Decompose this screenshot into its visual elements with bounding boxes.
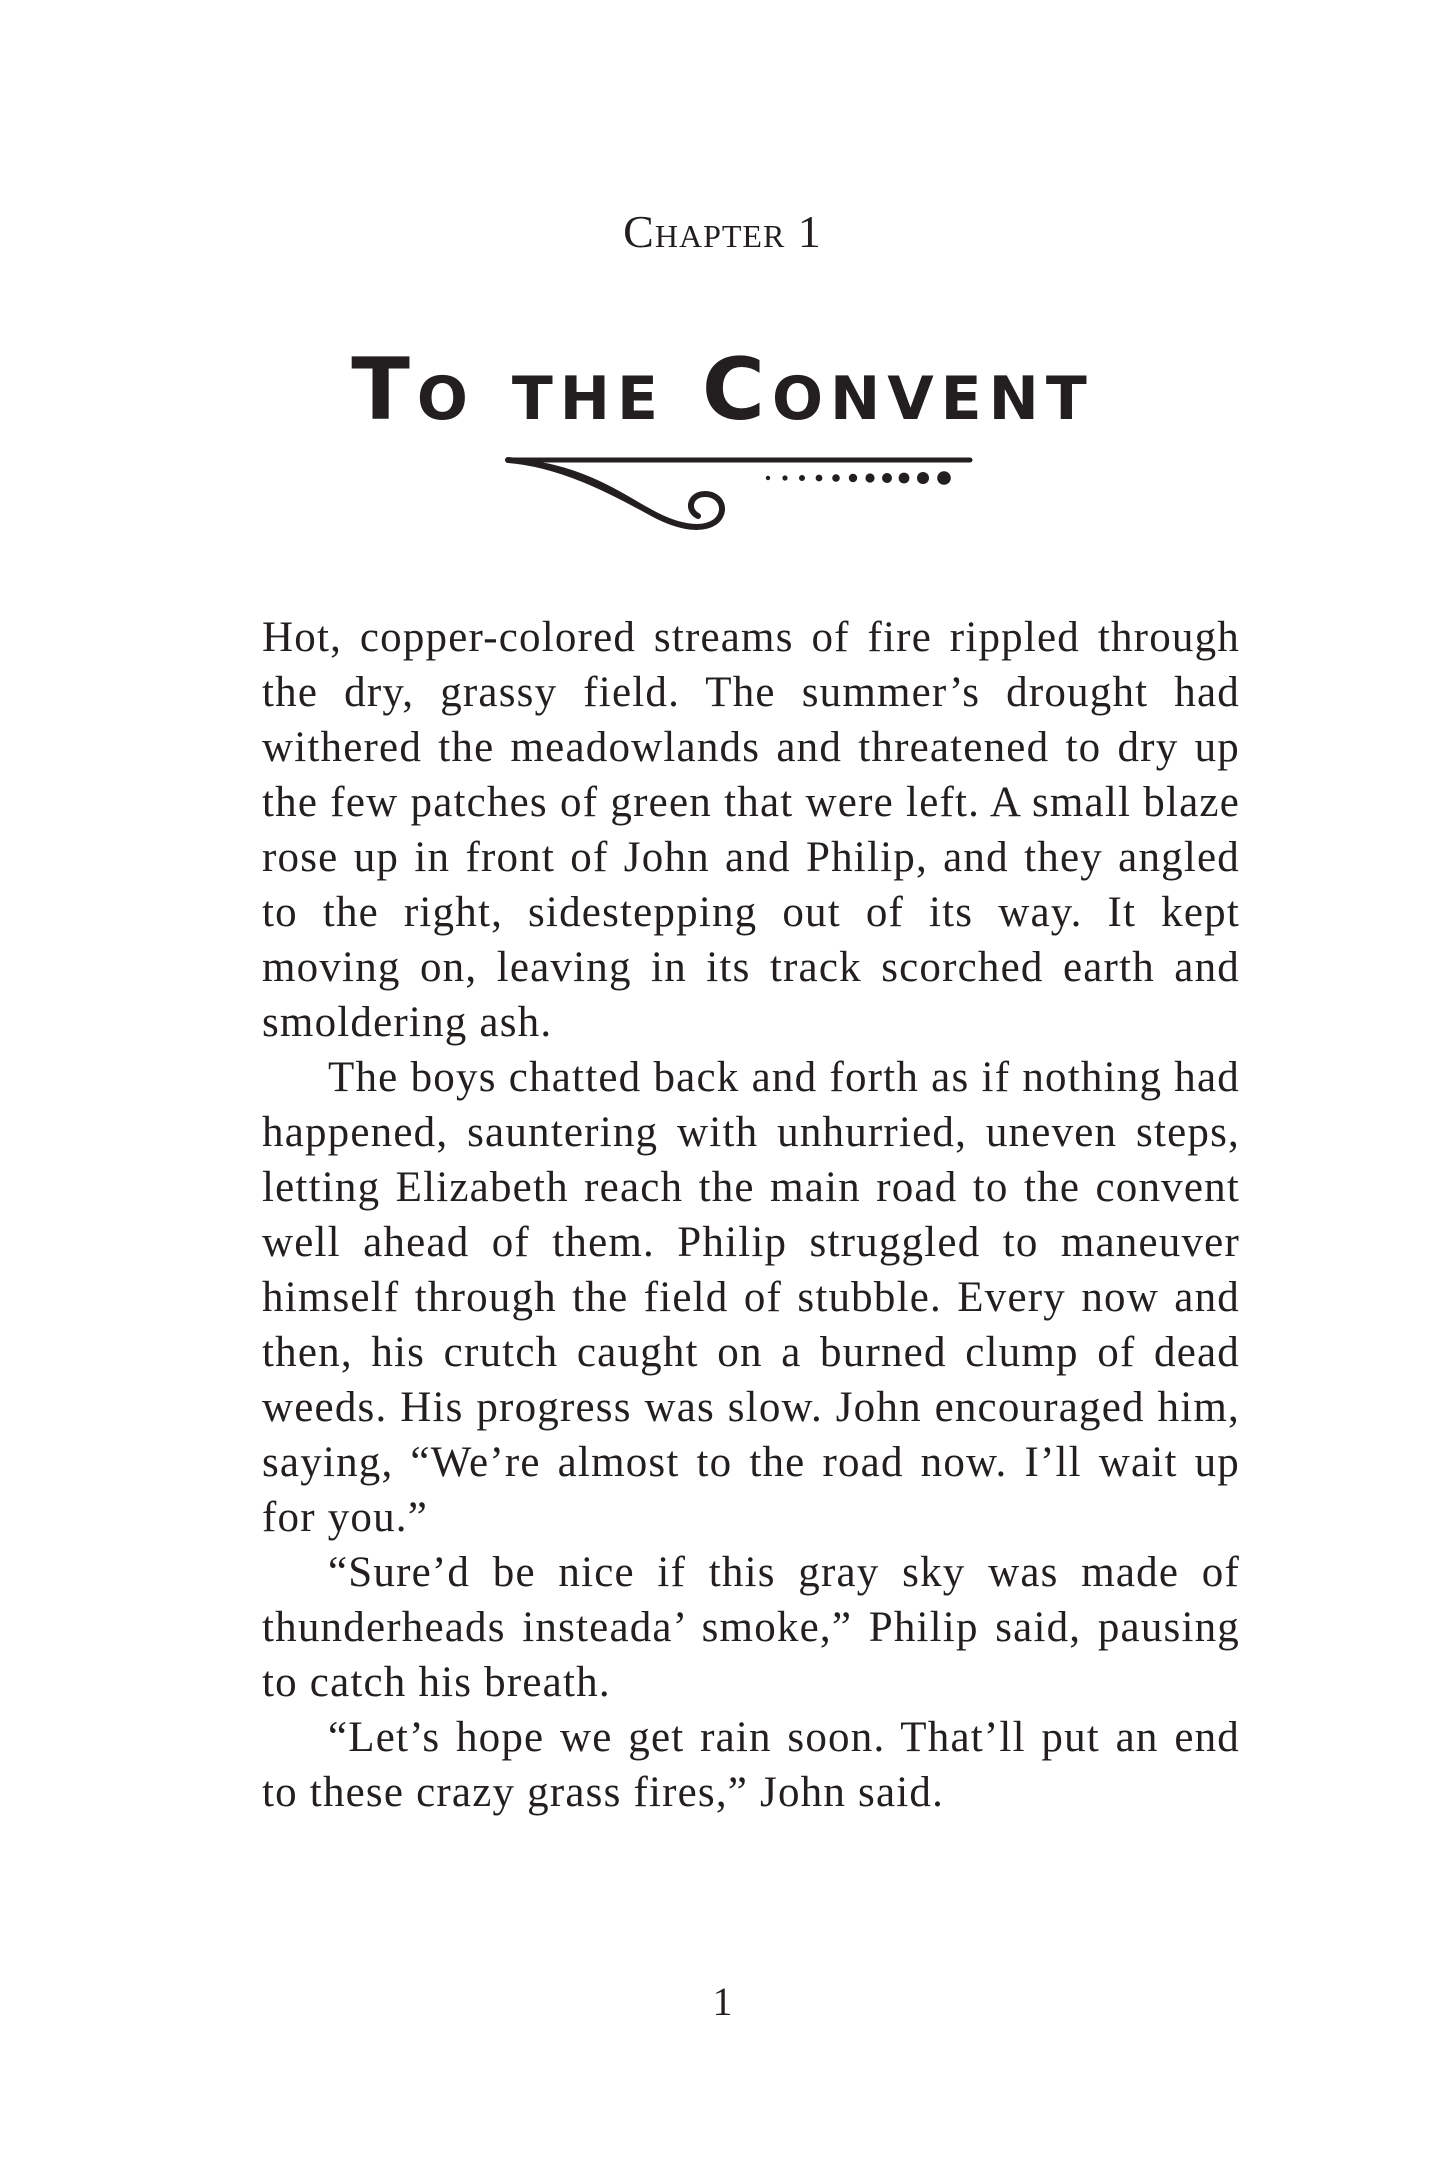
chapter-body-text [262, 610, 1240, 1820]
chapter-label: Chapter 1 [623, 206, 822, 257]
chapter-title: To the Convent [351, 340, 1094, 440]
paragraph: “Sure’d be nice if this gray sky was made of thunderheads insteada’ smoke,” Philip said, pausing to catch his breath. [262, 1549, 1240, 1706]
paragraph: Hot, copper-colored streams of fire rippled through the dry, grassy field. The summer’s drought had withered the meadowlands and threatened to dry up the few patches of green that were left. A small blaze rose up in front of John and Philip, and they angled to the right, sidestepping out of its way. It kept moving on, leaving in its track scorched earth and smoldering ash. [262, 614, 1240, 1046]
paragraph: “Let’s hope we get rain soon. That’ll put an end to these crazy grass fires,” John said. [262, 1714, 1240, 1816]
flourish-divider-icon [500, 450, 1000, 540]
paragraph: The boys chatted back and forth as if nothing had happened, sauntering with unhurried, uneven steps, letting Elizabeth reach the main road to the convent well ahead of them. Philip struggled to maneuver himself through the field of stubble. Every now and then, his crutch caught on a burned clump of dead weeds. His progress was slow. John encouraged him, saying, “We’re almost to the road now. I’ll wait up for you.” [262, 1054, 1240, 1541]
page-number: 1 [712, 1979, 733, 2024]
